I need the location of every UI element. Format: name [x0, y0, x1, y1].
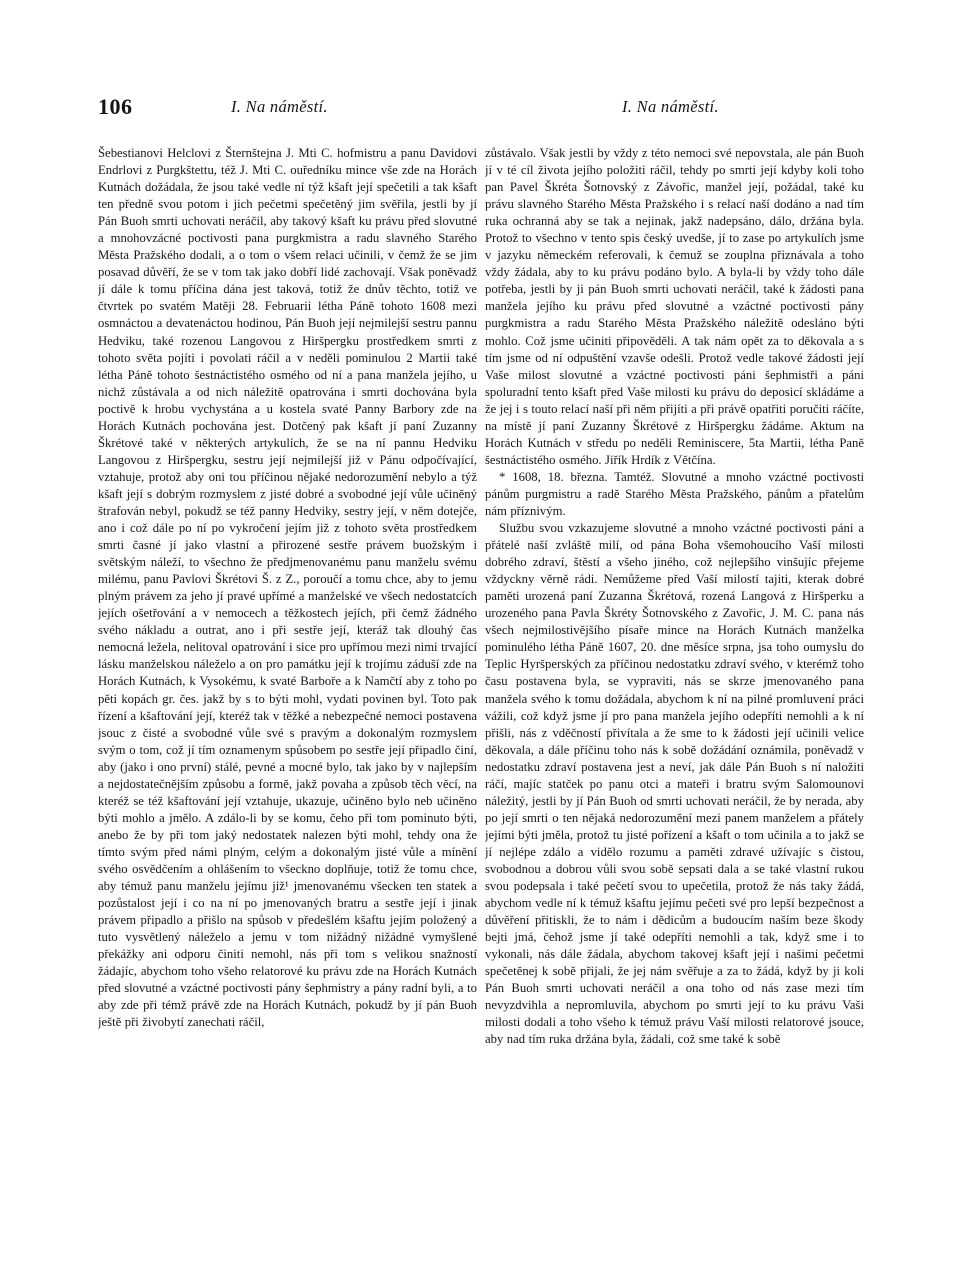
paragraph: Šebestianovi Helclovi z Šternštejna J. Mti C. hofmistru a panu Davidovi Endrlovi z Purgkštettu, též J. Mti C. ouředníku mince vše zde na Horách Kutnách dožádala, že jsou také vedle ní týž kšaft její spečetili a tak kšaft ten předně svou potom i jich pečetmi spečetěný jim svěřila, jestli by jí Pán Buoh smrti uchovati neráčil, aby takový kšaft ku právu před slovutné a mnohovzácné poctivosti pana purgkmistra a radu slavného Starého Města Pražského dodali, a o tom o všem relaci učinili, v čemž že se jim posavad důvěří, že se v tom tak jako dobří lidé zachovají. Však poněvadž jí dále k tomu příčina dána jest taková, totiž že dnův těchto, totiž ve čtvrtek po svatém Matěji 28. Februarii létha Páně tohoto 1608 mezi osmnáctou a devatenáctou hodinou, Pán Buoh její nejmilejší sestru pannu Hedviku, také rozenou Langovou z Hiršpergku prostředkem smrti z tohoto světa pojíti i povolati ráčil a v neděli pominulou 2 Martii také létha Páně tohoto šestnáctistého osmého od ní a pana manžela jejího, u nichž zůstávala a od nich náležitě opatrována i smrti dochována byla poctivě k hrobu vychystána a u kostela svaté Panny Barbory zde na Horách Kutnách pochována jest. Dotčený pak kšaft jí paní Zuzanny Škrétové také v některých artykulích, že se na ní pannu Hedviku Langovou z Hiršpergku, sestru její nejmilejší již v Pánu odpočívající, vztahuje, protož aby oni tou příčinou nějaké nedorozumění nebylo a týž kšaft její s dobrým rozmyslem z jisté dobré a svobodné její vůle učiněný štrafován nebyl, pokudž se též panny Hedviky, sestry její, v něm dotejče, ano i což dále po ní po vykročení jejím již z tohoto světa prostředkem smrti časné jí jako vlastní a přirozené sestře právem buožským i světským náleží, to všechno že předjmenovanému panu manželu svému milému, panu Pavlovi Škrétovi Š. z Z., poroučí a tomu chce, aby to jemu plným právem za jeho jí pravé upřímé a manželské ve všech nedostatcích jejích ošetřování a v nemocech a těžkostech jejích, při čemž žádného svého nákladu a outrat, ano i při sestře její, kteráž tak dlouhý čas nemocná ležela, nelitoval opatrování i sice pro upřímou mezi nimi trvající lásku manželskou náleželo a on pro památku její k trojímu záduší zde na Horách Kutnách, k Vysokému, k svaté Barboře a k Namčtí aby z toho po pěti kopách gr. čes. jakž by s to býti mohl, vydati povinen byl. Toto pak řízení a kšaftování její, kteréž tak v těžké a nebezpečné nemoci postavena jsouc z čisté a svobodné vůle své s pravým a dokonalým rozmyslem svým o tom, což jí tím oznamenym spůsobem po sestře její připadlo činí, aby (jako i ono první) stálé, pevné a mocné bylo, tak jako by v najlepším a nejdostatečnějším způsobu a formě, jakž povaha a způsob těch věcí, na kteréž se též kšaftování její vztahuje, ukazuje, učiněno bylo neb učiněno býti mohlo a jmělo. A zdálo-li by se komu, čeho při tom pominuto býti, anebo že by při tom jaký nedostatek nalezen býti mohl, tehdy ona že tímto svým před námi plným, celým a dokonalým jisté vůle a mínění svého osvědčením a ohlášením to všeckno doplňuje, totiž že tomu chce, aby témuž panu manželu jejímu již¹ jmenovanému všecken ten statek a pozůstalost její i co na ní po jmenovaných bratru a sestře její i jinak právem připadlo a přišlo na spůsob v předešlém kšaftu jejím položený a tuto vysvětlený náleželo a jemu v tom nižádný nižádné vymyšlené překážky ani odporu činiti nemohl, nás při tom s velikou snažností žádajíc, abychom toho všeho relatorové ku právu zde na Horách Kutnách před slovutné a vzáctné poctivosti pány šephmistry a pány radní byli, a to aby zde při témž právě zde na Horách Kutnách, pokudž by jí pán Buoh ještě při živobytí zanechati ráčil,	[98, 146, 477, 1030]
running-title-right: I. Na náměstí.	[622, 97, 719, 116]
paragraph: zůstávalo. Však jestli by vždy z této nemoci své nepovstala, ale pán Buoh jí v té cíl života jejího položiti ráčil, tehdy po smrti její kdyby koli toho pan Pavel Škréta Šotnovský z Závořic, manžel její, požádal, také ku právu slavného Starého Města Pražského i s relací naší dodáno a nad tím ruka ochranná aby se tak a nejinak, jakž nadepsáno, dálo, držána byla. Protož to všechno v tento spis český uvedše, jí to zase po artykulích jsme v jazyku německém referovali, k čemuž se zouplna přiznávala a toho vždy žádala, aby to ku právu podáno bylo. A byla-li by vždy toho dále potřeba, jestli by ji pán Buoh smrti uchovati neráčil, také k žádosti pana manžela jejího ku právu před slovutné a vzáctné poctivosti pány purgkmistra a radu Starého Města Pražského náležitě odesláno býti mohlo. Což jsme učiniti připověděli. A tak nám opět za to děkovala a s tím jsme od ní odpuštění vzavše odešli. Protož vedle takové žádosti její Vaše milost slovutné a vzáctné poctivosti páni šephmistři a páni spoluradní tento kšaft před Vaše milosti ku právu do deposicí skládáme a že jej i s touto relací naší při něm přijíti a při právě opatřiti poručiti ráčíte, na místě jí paní Zuzanny Škrétové z Hiršpergku žádáme. Aktum na Horách Kutnách v středu po neděli Reminiscere, 5ta Martii, létha Paně šestnáctistého osmého. Jiřík Hrdík z Větčína.	[485, 146, 864, 467]
left-column	[98, 145, 477, 1185]
letter-heading-paragraph: * 1608, 18. března. Tamtéž. Slovutné a mnoho vzáctné poctivosti pánům purgmistru a radě Starého Města Pražského, pánům a přatelům nám příznivým.	[485, 469, 864, 518]
right-column	[485, 145, 864, 1185]
page-header	[98, 94, 836, 124]
page-number: 106	[98, 94, 133, 119]
running-title-left: I. Na náměstí.	[231, 97, 328, 116]
paragraph: Službu svou vzkazujeme slovutné a mnoho vzáctné poctivosti páni a přátelé naší zvláště milí, od pána Boha všemohoucího Vaší milosti dobrého zdraví, štěstí a všeho jiného, což nejlepšího vinšujíc přejeme vždyckny věrně rádi. Nemůžeme před Vaší milostí tajiti, kterak dobré paměti urozená paní Zuzanna Škrétová, rozená Langová z Hiršperku a urozeného pana Pavla Škréty Šotnovského z Zavořic, J. M. C. pana nás všech nejmilostivějšího písaře mince na Horách Kutnách manželka pominulého létha Páně 1607, 20. dne měsíce srpna, jsa toho oumyslu do Teplic Hyršperských za příčinou nedostatku zdraví svého, v kterémž toho času postavena byla, se vypraviti, nás se skrze jmenovaného pana manžela svého k tomu dožádala, abychom k ní na pilné promluvení práci vážili, což když jsme jí pro pana manžela jejího odepříti nemohli a k ní přišli, nás z vděčností přivítala a že sme to k žádosti její učinili velice děkovala, a dále příčinu toho nás k sobě dožádání oznámila, poněvadž v nedostatku zdraví postavena jest a neví, jak dále Pán Buoh s ní naložiti ráčí, majíc statček po panu otci a mateři i bratru svým Salomounovi náležitý, jestli by jí Pán Buoh od smrti uchovati neráčil, že by nerada, aby po její smrti o ten nějaká nedorozumění mezi panem manželem a přátely jejími býti jměla, protož tu jisté pořízení a kšaft o tom učinila a to jakž se jí nejlépe zdálo a vidělo rozumu a paměti zdravé užívajíc s čistou, svobodnou a dobrou vůli svou sobě sepsati dala a se také vlastní rukou svou podepsala i také pečetí svou to upečetila, protož že nás taky žádá, abychom vedle ní k témuž kšaftu jejímu pečeti své pro lepší bezpečnost a důvěření přitiskli, že to nám i dědicům a budoucím naším beze škody bejti jmá, čehož jsme jí také odepříti nemohli a tak, když sme i to vykonali, nás dále žádala, abychom takovej kšaft její i našimi pečetmi spečetěnej k sobě přijali, že jej nám svěřuje a za to žádá, když by ji koli Pán Buoh smrti uchovati neráčil a ona toho od nás zase mezi tím nevyzdvihla a nepromluvila, abychom po smrti její to ku právu Vaši milosti dodali a toho všeho k témuž právu Vaší milosti relatorové jsouce, aby nad tím ruka držána byla, žádali, což sme také k sobě	[485, 521, 864, 1047]
